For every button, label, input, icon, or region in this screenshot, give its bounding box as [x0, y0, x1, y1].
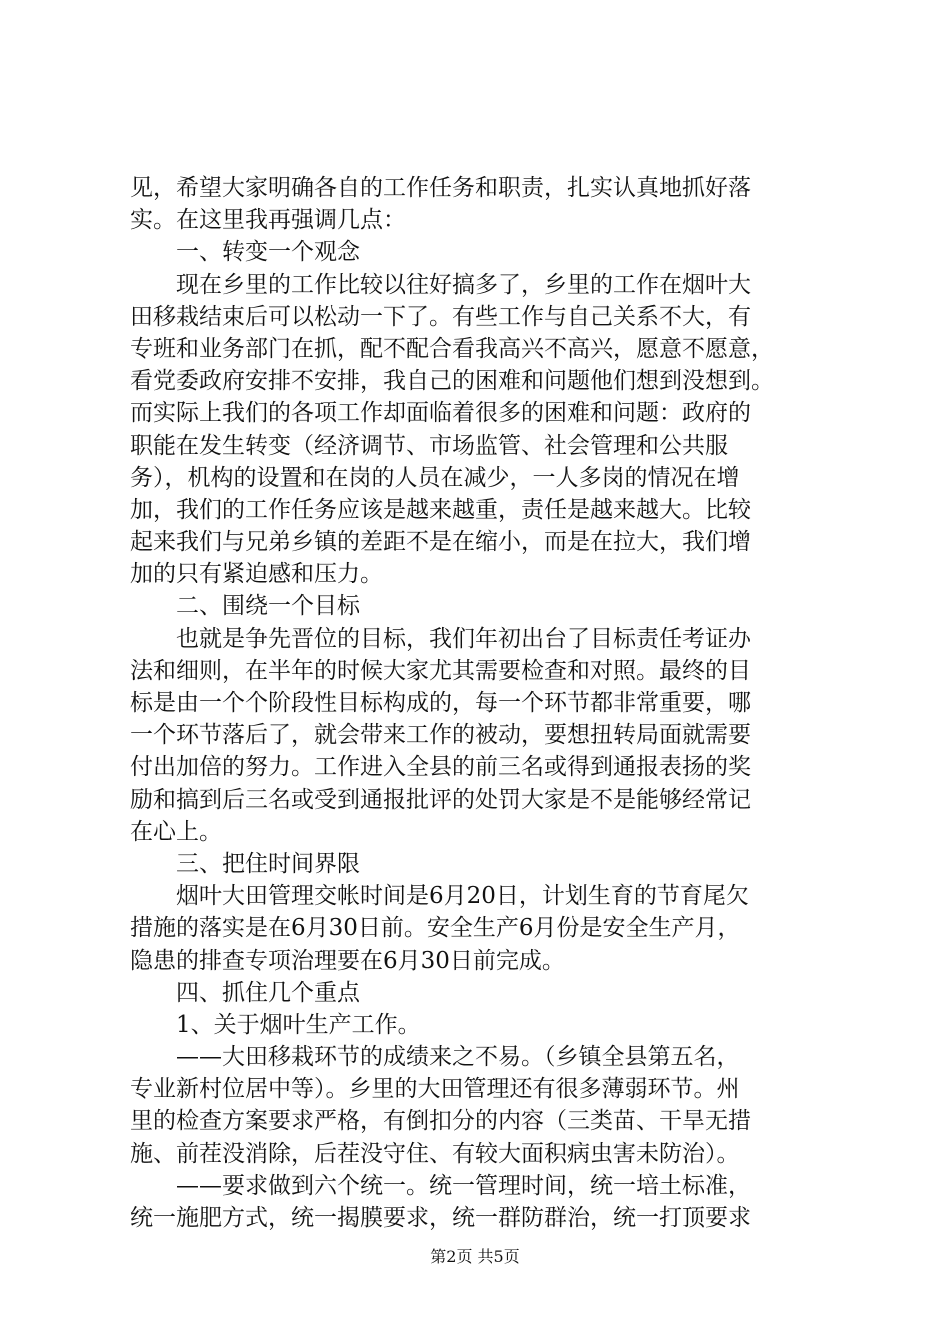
document-body [130, 172, 830, 1234]
text-line: 加，我们的工作任务应该是越来越重，责任是越来越大。比较 [130, 496, 751, 523]
text-line: 措施的落实是在6月30日前。安全生产6月份是安全生产月， [130, 915, 741, 942]
text-line: 田移栽结束后可以松动一下了。有些工作与自己关系不大，有 [130, 303, 751, 330]
text-line: 起来我们与兄弟乡镇的差距不是在缩小，而是在拉大，我们增 [130, 529, 751, 556]
text-line: 统一施肥方式，统一揭膜要求，统一群防群治，统一打顶要求 [130, 1205, 751, 1231]
text-line: 二、围绕一个目标 [176, 593, 360, 620]
text-line: 隐患的排查专项治理要在6月30日前完成。 [130, 947, 565, 974]
text-line: 1、关于烟叶生产工作。 [176, 1011, 421, 1038]
text-line: 加的只有紧迫感和压力。 [130, 561, 383, 588]
text-line: 四、抓住几个重点 [176, 979, 360, 1006]
text-line: 看党委政府安排不安排，我自己的困难和问题他们想到没想到。 [130, 368, 774, 395]
text-line: 一个环节落后了，就会带来工作的被动，要想扭转局面就需要 [130, 722, 751, 749]
text-line: 标是由一个个阶段性目标构成的，每一个环节都非常重要，哪 [130, 690, 751, 716]
text-line: ——要求做到六个统一。统一管理时间，统一培土标准， [176, 1172, 751, 1199]
text-line: 专班和业务部门在抓，配不配合看我高兴不高兴，愿意不愿意， [130, 335, 774, 362]
text-line: 施、前茬没消除，后茬没守住、有较大面积病虫害未防治）。 [130, 1140, 740, 1167]
text-line: 也就是争先晋位的目标，我们年初出台了目标责任考证办 [176, 625, 751, 652]
text-line: 一、转变一个观念 [176, 239, 360, 266]
text-line: 在心上。 [130, 818, 222, 845]
text-line: 专业新村位居中等）。乡里的大田管理还有很多薄弱环节。州 [130, 1076, 740, 1103]
text-line: 而实际上我们的各项工作却面临着很多的困难和问题：政府的 [130, 400, 751, 427]
text-line: 三、把住时间界限 [176, 850, 360, 877]
text-line: 里的检查方案要求严格，有倒扣分的内容（三类苗、干旱无措 [130, 1108, 751, 1135]
text-line: 付出加倍的努力。工作进入全县的前三名或得到通报表扬的奖 [130, 754, 751, 781]
text-line: 烟叶大田管理交帐时间是6月20日，计划生育的节育尾欠 [176, 883, 749, 910]
text-line: ——大田移栽环节的成绩来之不易。（乡镇全县第五名， [176, 1044, 740, 1071]
text-line: 职能在发生转变（经济调节、市场监管、社会管理和公共服 [130, 432, 728, 459]
text-line: 见，希望大家明确各自的工作任务和职责，扎实认真地抓好落 [130, 175, 751, 201]
text-line: 励和搞到后三名或受到通报批评的处罚大家是不是能够经常记 [130, 786, 751, 813]
text-line: 实。在这里我再强调几点： [130, 207, 406, 234]
page-footer: 第2页 共5页 [430, 1247, 520, 1266]
text-line: 务），机构的设置和在岗的人员在减少，一人多岗的情况在增 [130, 464, 740, 491]
text-line: 现在乡里的工作比较以往好搞多了，乡里的工作在烟叶大 [176, 271, 751, 298]
text-line: 法和细则，在半年的时候大家尤其需要检查和对照。最终的目 [130, 657, 751, 684]
